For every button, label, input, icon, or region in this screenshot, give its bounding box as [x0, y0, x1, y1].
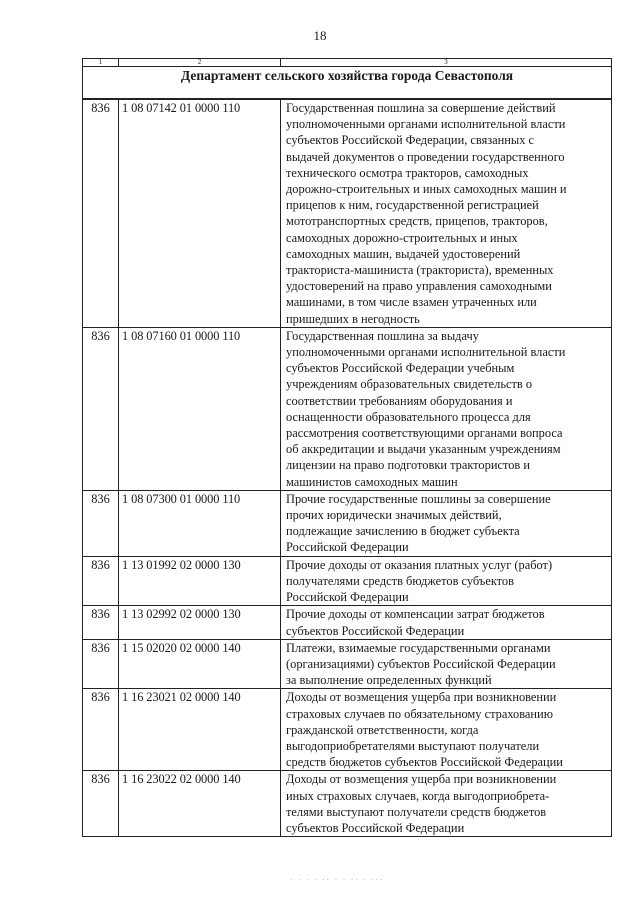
admin-code-cell: 836: [83, 327, 119, 490]
revenue-name-cell: Прочие доходы от компенсации затрат бюджетов субъектов Российской Федерации: [281, 606, 612, 639]
revenue-name-cell: Государственная пошлина за выдачу уполномоченными органами исполнительной власти субъектов Российской Федерации учебным учреждениям образовательных свидетельств о соответствии требованиям оборудования и оснащенности образовательного процесса для рассмотрения соответствующими органами вопроса об аккредитации и выдачи указанным учреждениям лицензии на право подготовки трактористов и машинистов самоходных машин: [281, 327, 612, 490]
table-row: [83, 327, 612, 490]
revenue-name-cell: Доходы от возмещения ущерба при возникновении иных страховых случаев, когда выгодоприобрета- телями выступают получатели средств бюджетов субъектов Российской Федерации: [281, 771, 612, 837]
revenue-name-cell: Государственная пошлина за совершение действий уполномоченными органами исполнительной власти субъектов Российской Федерации, связанных с выдачей документов о проведении государственного технического осмотра тракторов, самоходных дорожно-строительных и иных самоходных машин и прицепов к ним, государственной регистрацией мототранспортных средств, прицепов, тракторов, самоходных дорожно-строительных и иных самоходных машин, выдачей удостоверений тракториста-машиниста (тракториста), временных удостоверений на право управления самоходными машинами, в том числе взамен утраченных или пришедших в негодность: [281, 99, 612, 327]
revenue-name-cell: Прочие государственные пошлины за совершение прочих юридически значимых действий, подлежащие зачислению в бюджет субъекта Российской Федерации: [281, 490, 612, 556]
budget-classification-code-cell: 1 08 07160 01 0000 110: [119, 327, 281, 490]
budget-classification-code-cell: 1 16 23022 02 0000 140: [119, 771, 281, 837]
table-row: [83, 639, 612, 689]
table-row: [83, 556, 612, 606]
admin-code-cell: 836: [83, 490, 119, 556]
table-row: [83, 99, 612, 327]
table-row: [83, 606, 612, 639]
column-number-1: 1: [83, 59, 119, 67]
column-number-row: [83, 59, 612, 67]
admin-code-cell: 836: [83, 639, 119, 689]
table-row: [83, 771, 612, 837]
column-number-2: 2: [119, 59, 281, 67]
admin-code-cell: 836: [83, 606, 119, 639]
admin-code-cell: 836: [83, 689, 119, 771]
page-number: 18: [313, 28, 327, 43]
revenue-codes-table: [82, 58, 612, 837]
budget-classification-code-cell: 1 08 07142 01 0000 110: [119, 99, 281, 327]
revenue-name-cell: Платежи, взимаемые государственными органами (организациями) субъектов Российской Федерации за выполнение определенных функций: [281, 639, 612, 689]
section-title: Департамент сельского хозяйства города Севастополя: [83, 67, 612, 100]
revenue-codes-table-wrapper: [82, 58, 611, 837]
budget-classification-code-cell: 1 16 23021 02 0000 140: [119, 689, 281, 771]
table-row: [83, 689, 612, 771]
budget-classification-code-cell: 1 13 02992 02 0000 130: [119, 606, 281, 639]
column-number-3: 3: [281, 59, 612, 67]
section-header-row: [83, 67, 612, 100]
admin-code-cell: 836: [83, 99, 119, 327]
budget-classification-code-cell: 1 08 07300 01 0000 110: [119, 490, 281, 556]
revenue-name-cell: Доходы от возмещения ущерба при возникновении страховых случаев по обязательному страхованию гражданской ответственности, когда выгодоприобретателями выступают получатели средств бюджетов субъектов Российской Федерации: [281, 689, 612, 771]
scan-artifact: · · · · ·· · · ·· · ···: [290, 876, 385, 884]
table-row: [83, 490, 612, 556]
budget-classification-code-cell: 1 13 01992 02 0000 130: [119, 556, 281, 606]
revenue-name-cell: Прочие доходы от оказания платных услуг (работ) получателями средств бюджетов субъектов Российской Федерации: [281, 556, 612, 606]
budget-classification-code-cell: 1 15 02020 02 0000 140: [119, 639, 281, 689]
admin-code-cell: 836: [83, 556, 119, 606]
admin-code-cell: 836: [83, 771, 119, 837]
